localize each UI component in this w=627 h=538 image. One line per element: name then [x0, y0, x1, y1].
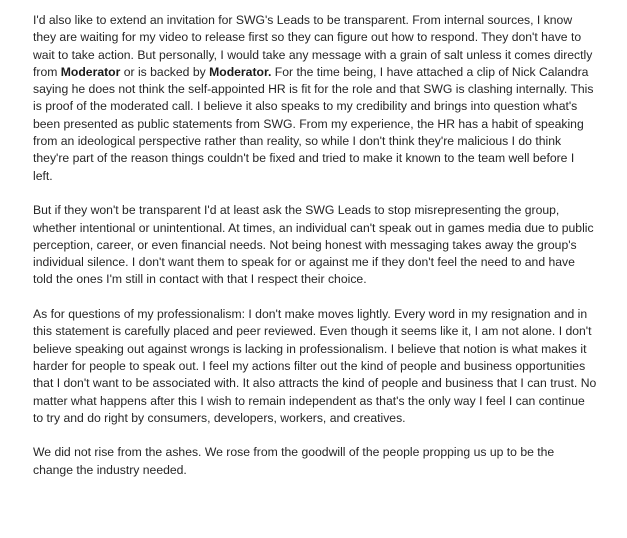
- document-body: [33, 12, 597, 479]
- paragraph-text: For the time being, I have attached a clip of Nick Calandra saying he does not think the self-appointed HR is fit for the role and that SWG is clashing internally. This is proof of the moderated call. I believe it also speaks to my credibility and brings into question what's been presented as public statements from SWG. From my experience, the HR has a habit of speaking from an ideological perspective rather than reality, so while I don't think they're malicious I do think they're part of the reason things couldn't be fixed and tried to make it known to the team well before I left.: [33, 64, 594, 183]
- bold-moderator: Moderator: [60, 64, 121, 79]
- paragraph-invitation: [33, 12, 597, 185]
- paragraph-closing: We did not rise from the ashes. We rose from the goodwill of the people propping us up to be the change the industry needed.: [33, 445, 555, 477]
- paragraph-text: I'd also like to extend an invitation for SWG's Leads to be transparent. From internal sources, I know they are waiting for my video to release first so they can figure out how to respond. They don't have to wait to take action. But personally, I would take any message with a grain of salt unless it comes directly from: [33, 13, 593, 79]
- paragraph-professionalism: As for questions of my professionalism: I don't make moves lightly. Every word in my resignation and in this statement is carefully placed and peer reviewed. Even though it seems like it, I am not alone. I don't believe speaking out against wrongs is lacking in professionalism. I believe that notion is what makes it harder for people to speak out. I feel my actions filter out the kind of people and business opportunities that I don't want to be associated with. It also attracts the kind of people and business that I can trust. No matter what happens after this I wish to remain independent as that's the only way I feel I can continue to try and do right by consumers, developers, workers, and creatives.: [33, 307, 597, 425]
- bold-moderator: Moderator.: [209, 64, 272, 79]
- paragraph-transparency: But if they won't be transparent I'd at least ask the SWG Leads to stop misrepresenting the group, whether intentional or unintentional. At times, an individual can't speak out in games media due to public perception, career, or even financial needs. Not being honest with messaging takes away the group's individual silence. I don't want them to speak for or against me if they don't feel the need to and have told the ones I'm still in contact with that I respect their choice.: [33, 203, 594, 287]
- paragraph-text: or is backed by: [120, 64, 210, 79]
